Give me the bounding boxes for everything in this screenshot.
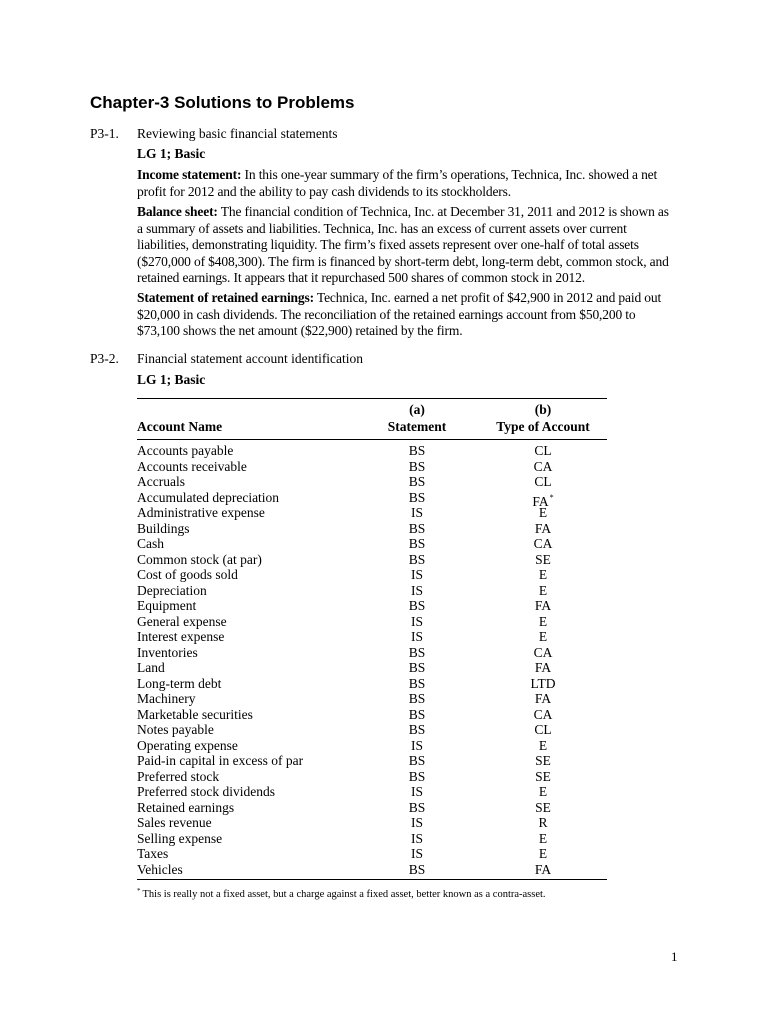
table-top-rule xyxy=(137,398,607,399)
income-statement-label: Income statement: xyxy=(137,167,242,182)
statement-cell: BS xyxy=(408,644,426,660)
income-statement-paragraph xyxy=(137,167,675,200)
account-type-cell xyxy=(493,846,593,862)
account-name-cell: Accruals xyxy=(137,474,185,489)
account-type-cell xyxy=(493,583,593,599)
account-name-cell: Accounts receivable xyxy=(137,458,247,474)
account-name-cell: General expense xyxy=(137,613,227,629)
account-name-cell: Cost of goods sold xyxy=(137,567,238,582)
statement-cell: BS xyxy=(408,861,426,877)
account-type-cell xyxy=(493,753,593,769)
table-row xyxy=(137,846,607,862)
account-name-cell: Paid-in capital in excess of par xyxy=(137,753,304,768)
statement-cell: BS xyxy=(408,660,426,675)
account-type-value: FA xyxy=(534,660,552,675)
statement-cell: IS xyxy=(410,582,423,598)
account-type-cell xyxy=(493,722,593,738)
retained-earnings-paragraph xyxy=(137,290,675,340)
balance-sheet-paragraph xyxy=(137,204,675,287)
account-type-cell xyxy=(493,815,593,831)
statement-cell: IS xyxy=(410,815,423,830)
table-row xyxy=(137,660,607,676)
account-type-value: E xyxy=(538,737,548,753)
account-type-value: FA xyxy=(534,691,552,706)
account-name-cell: Buildings xyxy=(137,520,190,536)
table-row xyxy=(137,676,607,692)
statement-cell: IS xyxy=(410,784,423,799)
account-type-cell xyxy=(493,769,593,785)
account-type-value: FA xyxy=(534,861,552,877)
table-header-rule xyxy=(137,439,607,440)
table-row xyxy=(137,645,607,661)
account-type-cell xyxy=(493,831,593,847)
statement-cell: BS xyxy=(408,768,426,784)
table-row xyxy=(137,738,607,754)
account-name-cell: Selling expense xyxy=(137,830,223,846)
learning-goal-p3-2: LG 1; Basic xyxy=(137,372,206,387)
account-type-cell xyxy=(493,505,593,521)
statement-cell: BS xyxy=(408,722,426,737)
account-type-value: E xyxy=(538,567,548,582)
statement-cell: BS xyxy=(408,691,426,706)
table-row xyxy=(137,474,607,490)
account-type-value: SE xyxy=(535,799,551,815)
account-type-cell xyxy=(493,598,593,614)
problem-heading-p3-2: Financial statement account identification xyxy=(137,351,364,366)
table-row xyxy=(137,443,607,459)
statement-cell: IS xyxy=(410,567,423,582)
balance-sheet-label: Balance sheet: xyxy=(137,204,218,219)
account-name-cell: Cash xyxy=(137,536,164,551)
table-row xyxy=(137,521,607,537)
statement-cell: BS xyxy=(408,675,426,691)
statement-cell: BS xyxy=(408,536,426,551)
account-type-cell xyxy=(493,784,593,800)
account-name-cell: Machinery xyxy=(137,691,196,706)
account-type-cell xyxy=(493,474,593,490)
account-type-cell xyxy=(493,614,593,630)
account-type-cell xyxy=(493,691,593,707)
statement-cell: IS xyxy=(410,505,423,520)
statement-cell: BS xyxy=(408,443,426,458)
table-row xyxy=(137,800,607,816)
column-header-account-name: Account Name xyxy=(137,419,223,434)
footnote-reference-mark: * xyxy=(549,492,554,502)
account-name-cell: Vehicles xyxy=(137,861,183,877)
table-row xyxy=(137,753,607,769)
account-type-value: CA xyxy=(533,644,553,660)
statement-cell: BS xyxy=(408,474,426,489)
problem-number-p3-1: P3-1. xyxy=(90,126,119,141)
retained-earnings-text: Technica, Inc. earned a net profit of $42,900 in 2012 and paid out $20,000 in cash dividends. The reconciliation of the retained earnings account from $50,200 to $73,100 shows the net amount ($22,900) retained by the firm. xyxy=(137,290,662,338)
account-type-value: E xyxy=(538,613,548,629)
account-name-cell: Accumulated depreciation xyxy=(137,489,280,505)
account-name-cell: Sales revenue xyxy=(137,815,212,830)
account-type-value: E xyxy=(538,582,548,598)
account-type-cell xyxy=(493,645,593,661)
table-row xyxy=(137,505,607,521)
statement-cell: BS xyxy=(408,520,426,536)
footnote xyxy=(137,887,546,900)
column-b-letter: (b) xyxy=(534,402,552,417)
account-type-value: SE xyxy=(535,768,551,784)
account-type-value: CL xyxy=(534,443,552,458)
account-name-cell: Taxes xyxy=(137,846,169,861)
account-type-cell xyxy=(493,676,593,692)
page-number: 1 xyxy=(671,949,678,964)
problem-heading-p3-1: Reviewing basic financial statements xyxy=(137,126,338,141)
account-name-cell: Retained earnings xyxy=(137,799,235,815)
account-type-cell xyxy=(493,443,593,459)
footnote-text: This is really not a fixed asset, but a charge against a fixed asset, better known as a contra-asset. xyxy=(142,889,546,900)
account-name-cell: Marketable securities xyxy=(137,706,253,722)
table-row xyxy=(137,629,607,645)
account-type-value: E xyxy=(538,846,548,861)
account-type-value: LTD xyxy=(530,675,556,691)
table-row xyxy=(137,583,607,599)
statement-cell: BS xyxy=(408,458,426,474)
table-row xyxy=(137,614,607,630)
learning-goal-p3-1: LG 1; Basic xyxy=(137,146,206,161)
account-type-value: CA xyxy=(533,458,553,474)
column-header-statement: Statement xyxy=(387,419,447,434)
account-type-cell xyxy=(493,862,593,878)
table-row xyxy=(137,831,607,847)
account-type-value: FA xyxy=(534,598,552,613)
balance-sheet-text: The financial condition of Technica, Inc. at December 31, 2011 and 2012 is shown as a summary of assets and liabilities. Technica, Inc. has an excess of current assets over current liabilities, demonstrating liquidity. The firm’s fixed assets represent over one-half of total assets ($270,000 of $408,300). The firm is financed by short-term debt, long-term debt, common stock, and retained earnings. It appears that it repurchased 500 shares of common stock in 2012. xyxy=(137,204,669,285)
account-name-cell: Long-term debt xyxy=(137,675,222,691)
account-type-cell xyxy=(493,552,593,568)
table-row xyxy=(137,707,607,723)
statement-cell: IS xyxy=(410,737,423,753)
account-type-cell xyxy=(493,521,593,537)
account-name-cell: Notes payable xyxy=(137,722,214,737)
chapter-title: Chapter-3 Solutions to Problems xyxy=(90,93,355,112)
account-name-cell: Common stock (at par) xyxy=(137,551,262,567)
table-bottom-rule xyxy=(137,879,607,880)
account-type-cell xyxy=(493,629,593,645)
account-type-cell xyxy=(493,707,593,723)
table-row xyxy=(137,598,607,614)
account-type-value: CL xyxy=(534,474,552,489)
account-type-value: SE xyxy=(535,753,551,768)
table-row xyxy=(137,552,607,568)
account-type-cell xyxy=(493,800,593,816)
statement-cell: BS xyxy=(408,753,426,768)
table-row xyxy=(137,815,607,831)
account-name-cell: Equipment xyxy=(137,598,197,613)
account-type-value: FA xyxy=(534,520,552,536)
account-type-value: E xyxy=(538,830,548,846)
account-type-value: FA xyxy=(532,493,549,509)
account-name-cell: Land xyxy=(137,660,165,675)
account-type-value: E xyxy=(538,505,548,520)
table-row xyxy=(137,784,607,800)
account-type-value: E xyxy=(538,629,548,644)
account-type-cell xyxy=(493,536,593,552)
statement-cell: BS xyxy=(408,706,426,722)
statement-cell: IS xyxy=(410,629,423,644)
account-type-value: CL xyxy=(534,722,552,737)
problem-number-p3-2: P3-2. xyxy=(90,351,119,366)
table-row xyxy=(137,722,607,738)
account-name-cell: Depreciation xyxy=(137,582,207,598)
account-type-value: E xyxy=(538,784,548,799)
statement-cell: BS xyxy=(408,598,426,613)
income-statement-text: In this one-year summary of the firm’s operations, Technica, Inc. showed a net profit for 2012 and the ability to pay cash dividends to its stockholders. xyxy=(137,167,658,199)
account-name-cell: Operating expense xyxy=(137,737,238,753)
account-type-cell xyxy=(493,738,593,754)
column-a-letter: (a) xyxy=(409,402,425,417)
statement-cell: BS xyxy=(408,489,426,505)
column-header-type-of-account: Type of Account xyxy=(496,419,590,434)
table-row xyxy=(137,536,607,552)
retained-earnings-label: Statement of retained earnings: xyxy=(137,290,314,305)
account-name-cell: Preferred stock xyxy=(137,768,220,784)
account-type-value: R xyxy=(538,815,548,830)
account-name-cell: Inventories xyxy=(137,644,198,660)
account-type-value: CA xyxy=(533,706,553,722)
table-row xyxy=(137,769,607,785)
footnote-mark: * xyxy=(137,887,141,895)
statement-cell: IS xyxy=(410,830,423,846)
table-row xyxy=(137,459,607,475)
statement-cell: IS xyxy=(410,613,423,629)
table-row xyxy=(137,489,607,509)
statement-cell: BS xyxy=(408,799,426,815)
table-row xyxy=(137,862,607,878)
account-type-cell xyxy=(493,660,593,676)
account-type-value: SE xyxy=(535,551,551,567)
account-name-cell: Administrative expense xyxy=(137,505,265,520)
account-type-cell xyxy=(493,567,593,583)
table-row xyxy=(137,567,607,583)
account-name-cell: Preferred stock dividends xyxy=(137,784,275,799)
account-name-cell: Accounts payable xyxy=(137,443,234,458)
statement-cell: BS xyxy=(408,551,426,567)
statement-cell: IS xyxy=(410,846,423,861)
table-row xyxy=(137,691,607,707)
account-type-value: CA xyxy=(533,536,553,551)
account-type-cell xyxy=(493,459,593,475)
account-name-cell: Interest expense xyxy=(137,629,225,644)
